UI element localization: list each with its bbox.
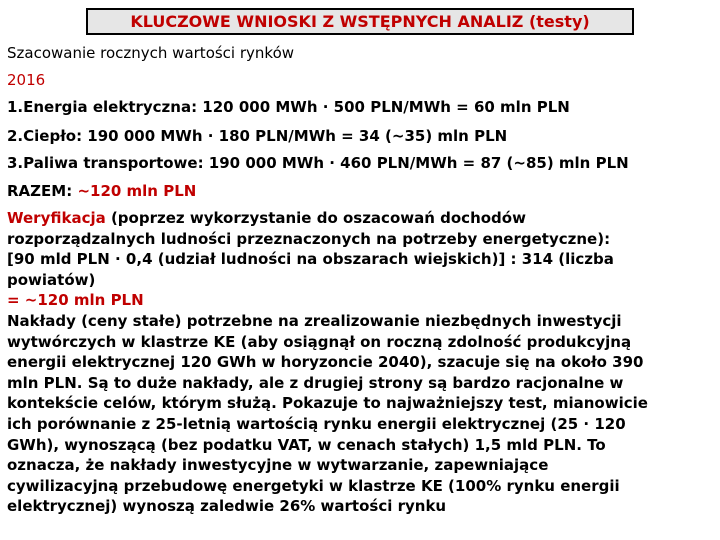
subtitle: Szacowanie rocznych wartości rynków: [7, 44, 295, 62]
investment-row: kontekście celów, którym służą. Pokazuje to najważniejszy test, mianowicie: [7, 394, 648, 413]
verification-block: [7, 208, 713, 517]
investment-row: cywilizacyjną przebudowę energetyki w klastrze KE (100% rynku energii: [7, 476, 620, 495]
investment-row: elektrycznej) wynoszą zaledwie 26% wartości rynku: [7, 497, 447, 516]
item-heat: 2.Ciepło: 190 000 MWh · 180 PLN/MWh = 34 (~35) mln PLN: [7, 127, 508, 145]
investment-row: wytwórczych w klastrze KE (aby osiągnął on roczną zdolność produkcyjną: [7, 332, 632, 351]
verification-row: powiatów): [7, 270, 96, 289]
investment-row: energii elektrycznej 120 GWh w horyzoncie 2040), szacuje się na około 390: [7, 353, 644, 372]
item-energy: 1.Energia elektryczna: 120 000 MWh · 500 PLN/MWh = 60 mln PLN: [7, 98, 570, 116]
verification-label: Weryfikacja: [7, 209, 106, 227]
verification-text: (poprzez wykorzystanie do oszacowań dochodów: [105, 209, 526, 227]
verification-row: [90 mld PLN · 0,4 (udział ludności na obszarach wiejskich)] : 314 (liczba: [7, 250, 614, 269]
verification-result: = ~120 mln PLN: [7, 291, 144, 310]
investment-row: Nakłady (ceny stałe) potrzebne na zrealizowanie niezbędnych inwestycji: [7, 311, 622, 330]
total-value: ~120 mln PLN: [77, 182, 197, 200]
investment-row: oznacza, że nakłady inwestycyjne w wytwarzanie, zapewniające: [7, 456, 549, 475]
verification-row: rozporządzalnych ludności przeznaczonych na potrzeby energetyczne):: [7, 229, 611, 248]
slide-title: KLUCZOWE WNIOSKI Z WSTĘPNYCH ANALIZ (testy): [86, 8, 634, 35]
item-fuels: 3.Paliwa transportowe: 190 000 MWh · 460 PLN/MWh = 87 (~85) mln PLN: [7, 154, 629, 172]
investment-row: ich porównanie z 25-letnią wartością rynku energii elektrycznej (25 · 120: [7, 414, 626, 433]
investment-row: mln PLN. Są to duże nakłady, ale z drugiej strony są bardzo racjonalne w: [7, 373, 624, 392]
year-label: 2016: [7, 71, 46, 89]
investment-row: GWh), wynoszącą (bez podatku VAT, w cenach stałych) 1,5 mld PLN. To: [7, 435, 606, 454]
verification-row: [7, 208, 713, 229]
total-line: [7, 181, 196, 201]
total-label: RAZEM:: [7, 182, 78, 200]
